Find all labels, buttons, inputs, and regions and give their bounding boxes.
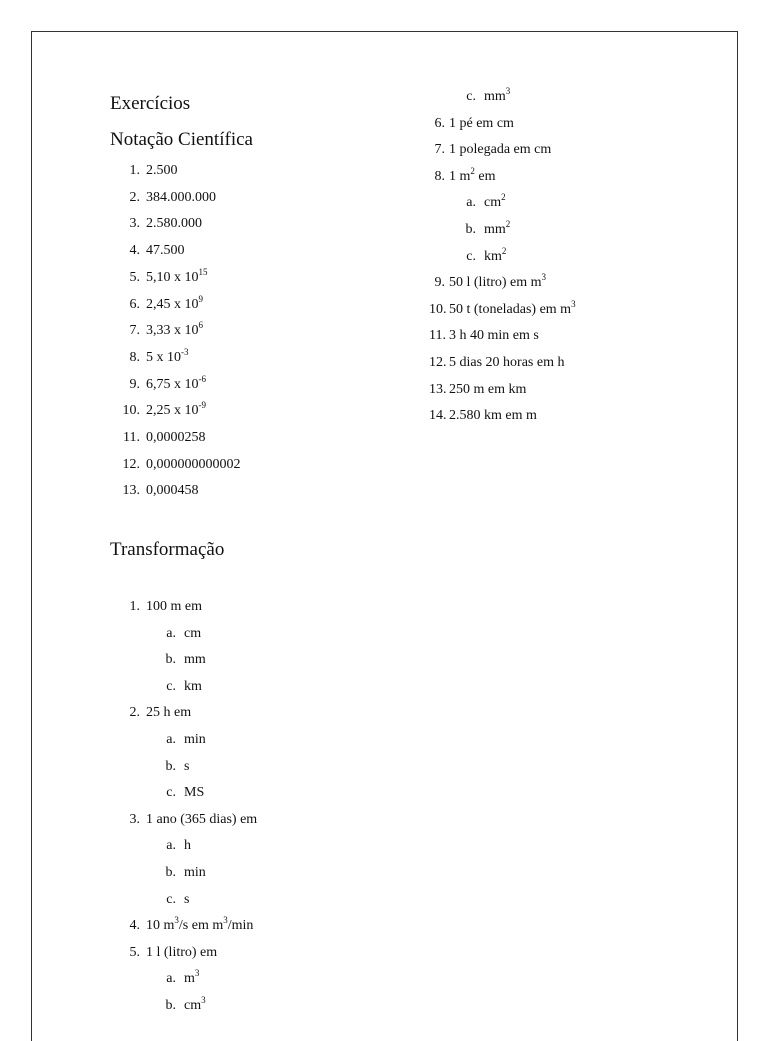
list-number: a. xyxy=(466,195,476,211)
text-part: s xyxy=(184,891,190,907)
list-text xyxy=(484,219,511,237)
list-text xyxy=(146,813,257,827)
list-text xyxy=(184,839,191,853)
list-number: 10. xyxy=(122,403,140,419)
list-number: 9. xyxy=(434,275,445,291)
list-item xyxy=(118,813,257,827)
list-number: 7. xyxy=(129,323,140,339)
list-text xyxy=(449,272,547,291)
list-text xyxy=(449,165,496,184)
list-number: 2. xyxy=(129,705,140,721)
list-number: 6. xyxy=(434,115,445,131)
list-number: 1. xyxy=(129,599,140,614)
text-part: MS xyxy=(184,785,205,801)
list-text xyxy=(449,143,551,157)
sub-item xyxy=(160,968,200,987)
list-text xyxy=(146,400,206,419)
text-part: em xyxy=(474,168,496,184)
list-item xyxy=(429,329,539,343)
list-number: c. xyxy=(166,678,176,694)
list-item xyxy=(118,484,199,498)
list-text xyxy=(146,373,206,392)
list-text xyxy=(184,680,202,694)
list-number: a. xyxy=(166,971,176,987)
list-text xyxy=(184,760,189,774)
sub-item xyxy=(160,866,206,880)
text-part: 5 dias 20 horas em h xyxy=(449,355,565,370)
text-part: 0,000458 xyxy=(146,483,199,499)
list-number: 8. xyxy=(434,168,445,184)
superscript: 2 xyxy=(505,219,511,229)
list-item xyxy=(429,356,564,370)
text-part: 25 h em xyxy=(146,705,192,721)
list-text xyxy=(146,946,217,960)
text-part: /min xyxy=(227,918,254,934)
sub-item xyxy=(160,627,201,641)
list-number: c. xyxy=(166,785,176,801)
list-number: b. xyxy=(165,998,176,1013)
list-item xyxy=(118,431,206,445)
list-number: 13. xyxy=(122,483,140,499)
text-part: min xyxy=(184,732,206,747)
text-part: mm xyxy=(484,222,506,237)
list-text xyxy=(184,968,200,987)
list-text xyxy=(184,786,204,800)
list-text xyxy=(184,995,206,1013)
list-number: c. xyxy=(466,248,476,264)
text-part: 50 t (toneladas) em m xyxy=(449,301,572,317)
text-part: 50 l (litro) em m xyxy=(449,275,542,291)
sub-item xyxy=(160,680,202,694)
sub-item xyxy=(160,760,189,774)
text-part: min xyxy=(184,865,206,880)
sub-item xyxy=(160,653,206,667)
list-text xyxy=(146,431,206,445)
text-part: 3 h 40 min em s xyxy=(449,328,539,344)
section-heading-transformacao: Transformação xyxy=(110,539,225,560)
list-text xyxy=(146,191,216,205)
list-number: 4. xyxy=(129,243,140,259)
list-number: 2. xyxy=(129,189,140,205)
sub-item xyxy=(160,839,191,853)
list-item xyxy=(429,143,551,157)
list-item xyxy=(118,706,191,720)
list-item xyxy=(429,272,547,291)
list-item xyxy=(118,373,206,392)
text-part: 0,0000258 xyxy=(146,430,206,445)
list-text xyxy=(184,733,206,747)
list-text xyxy=(184,866,206,880)
text-part: 2.500 xyxy=(146,163,178,178)
list-number: 14. xyxy=(429,408,447,424)
text-part: 2.580 km em m xyxy=(449,408,537,424)
document-title: Exercícios xyxy=(110,93,191,114)
sub-item xyxy=(460,219,511,237)
superscript: 6 xyxy=(198,320,203,331)
list-number: 11. xyxy=(429,328,446,344)
superscript: 3 xyxy=(174,915,179,926)
list-item xyxy=(429,117,514,131)
superscript: -6 xyxy=(198,373,206,384)
list-text xyxy=(146,484,199,498)
list-text xyxy=(449,356,564,370)
superscript: 2 xyxy=(501,192,506,203)
text-part: cm xyxy=(484,195,502,211)
sub-item xyxy=(160,893,189,907)
list-item xyxy=(118,946,217,960)
text-part: cm xyxy=(184,998,202,1013)
list-number: 6. xyxy=(129,296,140,312)
list-number: b. xyxy=(165,865,176,880)
list-text xyxy=(146,346,189,365)
list-number: 1. xyxy=(129,163,140,178)
sub-item xyxy=(460,245,507,264)
text-part: 1 l (litro) em xyxy=(146,944,218,960)
list-item xyxy=(429,383,526,397)
list-number: 8. xyxy=(129,349,140,365)
list-item xyxy=(429,165,496,184)
superscript: 9 xyxy=(198,293,203,304)
list-number: b. xyxy=(165,758,176,774)
list-number: 12. xyxy=(429,355,447,370)
sub-item xyxy=(460,192,506,211)
text-part: 250 m em km xyxy=(449,381,527,397)
list-item xyxy=(118,600,202,614)
list-number: 7. xyxy=(434,142,445,158)
list-number: 10. xyxy=(429,301,447,317)
text-part: cm xyxy=(184,625,202,641)
list-number: 5. xyxy=(129,944,140,960)
list-item xyxy=(118,320,203,339)
list-text xyxy=(449,383,526,397)
text-part: 5 x 10 xyxy=(146,349,181,365)
text-part: 6,75 x 10 xyxy=(146,376,199,392)
list-text xyxy=(484,86,511,104)
list-item xyxy=(118,164,178,178)
text-part: 2,45 x 10 xyxy=(146,296,199,312)
text-part: 1 pé em cm xyxy=(449,115,514,131)
list-text xyxy=(146,164,178,178)
text-part: km xyxy=(184,678,202,694)
text-part: 5,10 x 10 xyxy=(146,269,199,285)
list-text xyxy=(146,320,203,339)
sub-item xyxy=(160,786,204,800)
superscript: 3 xyxy=(571,298,576,309)
superscript: 3 xyxy=(201,995,206,1005)
list-text xyxy=(146,293,203,312)
list-text xyxy=(449,298,576,317)
text-part: s xyxy=(184,758,190,774)
superscript: 2 xyxy=(501,245,507,256)
list-text xyxy=(184,653,206,667)
text-part: 1 m xyxy=(449,168,471,184)
list-item xyxy=(118,266,208,285)
document-page xyxy=(31,31,738,1041)
list-text xyxy=(449,329,539,343)
superscript: 15 xyxy=(198,266,208,277)
superscript: -9 xyxy=(198,400,206,411)
list-number: c. xyxy=(166,891,176,907)
superscript: 3 xyxy=(541,272,547,283)
list-number: 3. xyxy=(129,811,140,827)
list-item xyxy=(429,409,537,423)
list-item xyxy=(118,191,216,205)
list-text xyxy=(449,409,537,423)
list-number: 9. xyxy=(129,376,140,392)
text-part: 2.580.000 xyxy=(146,216,202,232)
list-number: 3. xyxy=(129,216,140,232)
superscript: 3 xyxy=(223,915,228,926)
sub-item xyxy=(160,733,206,747)
list-number: c. xyxy=(466,89,476,104)
list-number: b. xyxy=(465,222,476,237)
section-heading-notacao: Notação Científica xyxy=(110,129,253,150)
list-text xyxy=(184,893,189,907)
list-text xyxy=(146,600,202,614)
list-text xyxy=(146,458,241,472)
text-part: 1 ano (365 dias) em xyxy=(146,811,258,827)
list-number: 12. xyxy=(122,456,140,472)
list-text xyxy=(146,915,254,934)
list-item xyxy=(118,458,241,472)
list-number: a. xyxy=(166,625,176,641)
list-text xyxy=(146,706,191,720)
list-item xyxy=(118,346,189,365)
list-text xyxy=(146,217,202,231)
list-text xyxy=(484,192,506,211)
list-number: a. xyxy=(166,838,176,854)
list-item xyxy=(118,217,202,231)
list-item xyxy=(118,244,185,258)
sub-item xyxy=(460,86,511,104)
text-part: 0,000000000002 xyxy=(146,456,241,472)
list-text xyxy=(484,245,507,264)
text-part: mm xyxy=(484,89,506,104)
list-text xyxy=(184,627,201,641)
list-number: b. xyxy=(165,652,176,668)
text-part: km xyxy=(484,248,502,264)
sub-item xyxy=(160,995,206,1013)
list-item xyxy=(118,400,206,419)
list-number: a. xyxy=(166,732,176,747)
list-item xyxy=(118,293,203,312)
list-text xyxy=(146,244,185,258)
text-part: 10 m xyxy=(146,918,175,934)
text-part: /s em m xyxy=(178,918,224,934)
text-part: 100 m em xyxy=(146,599,202,614)
superscript: 3 xyxy=(505,86,511,96)
text-part: m xyxy=(184,971,195,987)
text-part: 2,25 x 10 xyxy=(146,403,199,419)
list-item xyxy=(429,298,576,317)
list-number: 11. xyxy=(123,430,140,445)
list-text xyxy=(449,117,514,131)
text-part: mm xyxy=(184,652,206,668)
text-part: 1 polegada em cm xyxy=(449,142,552,158)
text-part: 384.000.000 xyxy=(146,189,216,205)
superscript: -3 xyxy=(181,346,189,357)
list-text xyxy=(146,266,208,285)
text-part: 47.500 xyxy=(146,243,185,259)
list-number: 13. xyxy=(429,381,447,397)
list-number: 5. xyxy=(129,269,140,285)
text-part: h xyxy=(184,838,191,854)
superscript: 3 xyxy=(194,968,200,979)
list-number: 4. xyxy=(129,918,140,934)
list-item xyxy=(118,915,254,934)
text-part: 3,33 x 10 xyxy=(146,323,199,339)
superscript: 2 xyxy=(470,165,475,176)
